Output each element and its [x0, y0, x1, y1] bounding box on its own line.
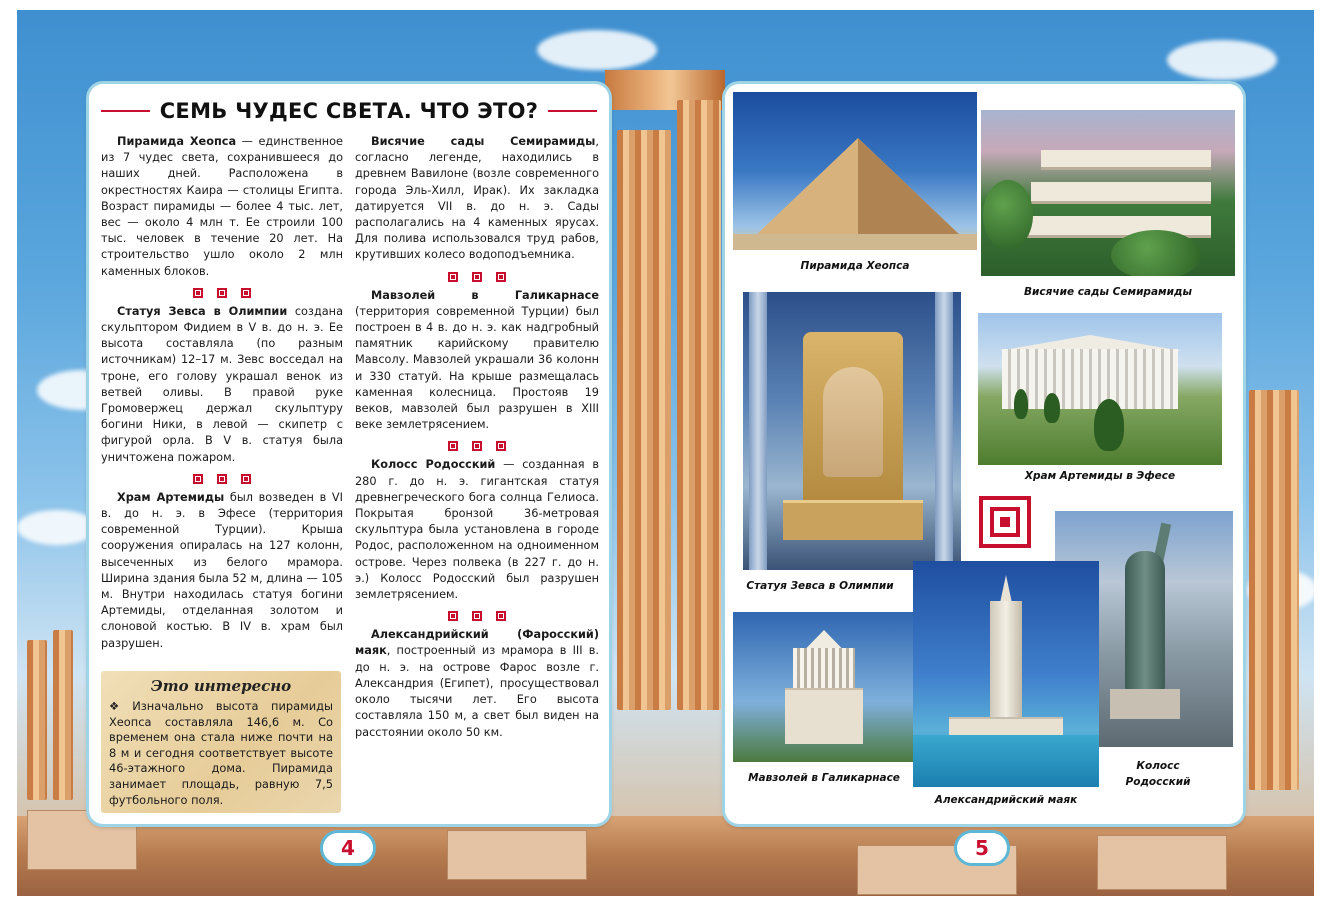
caption-pyramid: Пирамида Хеопса [800, 260, 910, 272]
diamond-bullet-icon: ❖ [109, 699, 129, 713]
text-artemis: был возведен в VI в. до н. э. в Эфесе (территория современной Турции). Крыша сооружения опиралась на 127 колонн, высеченных из белого мрамора. Ширина здания была 52 м, длина — 105 м. Внутри находилась статуя богини Артемиды, отделанная золотом и слоновой костью. В IV в. храм был разрушен. [101, 490, 343, 650]
heading-gardens: Висячие сады Семирамиды [371, 135, 596, 148]
paragraph-gardens [355, 134, 599, 264]
title-row [101, 96, 597, 126]
paragraph-lighthouse [355, 627, 599, 740]
temple-column [27, 640, 47, 800]
zeus-statue-image [743, 292, 961, 570]
paragraph-colossus [355, 457, 599, 603]
temple-column [617, 130, 671, 710]
paragraph-mausoleum [355, 288, 599, 434]
pyramid-image [733, 92, 977, 250]
page-title: СЕМЬ ЧУДЕС СВЕТА. ЧТО ЭТО? [159, 99, 539, 123]
temple-column [1249, 390, 1299, 790]
caption-zeus: Статуя Зевса в Олимпии [746, 580, 894, 592]
title-rule-left [101, 110, 150, 112]
heading-pyramid: Пирамида Хеопса [117, 135, 237, 148]
cloud [1167, 40, 1277, 80]
artemis-temple-image [978, 313, 1222, 465]
heading-colossus: Колосс Родосский [371, 458, 496, 472]
page-number-right: 5 [954, 830, 1010, 866]
heading-mausoleum: Мавзолей в Галикарнасе [371, 288, 599, 302]
section-divider [355, 611, 599, 621]
page-number-left: 4 [320, 830, 376, 866]
text-colossus: — созданная в 280 г. до н. э. гигантская статуя древнегреческого бога солнца Гелиоса. Покрытая бронзой 36-метровая скульптура была установлена в городе Родос, расположенном на одноименном острове. Через полвека (в 227 г. до н. э.) Колосс Родосский был разрушен землетрясением. [355, 458, 599, 602]
cloud [537, 30, 657, 70]
text-mausoleum: (территория современной Турции) был построен в 4 в. до н. э. как надгробный памятник карийскому правителю Мавсолу. Мавзолей украшали 36 колонн и 330 статуй. На крыше размещалась каменная колесница. Простояв 19 веков, мавзолей был разрушен в XIII веке землетрясением. [355, 304, 599, 432]
caption-gardens: Висячие сады Семирамиды [1024, 286, 1192, 298]
text-pyramid: — единственное из 7 чудес света, сохранившееся до наших дней. Расположена в окрестностях Каира — столицы Египта. Возраст пирамиды — более 4 тыс. лет, вес — около 4 млн т. Ее строили 100 тыс. человек в течение 20 лет. На строительство ушло около 2 млн каменных блоков. [101, 135, 343, 278]
text-lighthouse: , построенный из мрамора в III в. до н. э. на острове Фарос возле г. Александрия (Египет), просуществовал около тысячи лет. Его высота составляла 150 м, а свет был виден на расстоянии около 50 км. [355, 644, 599, 739]
ruin-block [447, 830, 587, 880]
caption-colossus: Колосс Родосский [1125, 760, 1191, 788]
caption-mausoleum: Мавзолей в Галикарнасе [748, 772, 900, 784]
heading-artemis: Храм Артемиды [117, 490, 225, 504]
section-divider [355, 441, 599, 451]
heading-zeus: Статуя Зевса в Олимпии [117, 304, 288, 318]
paragraph-pyramid [101, 134, 343, 280]
lighthouse-image [913, 561, 1099, 787]
caption-lighthouse: Александрийский маяк [934, 794, 1078, 806]
fun-fact-title: Это интересно [150, 677, 292, 695]
section-divider [101, 474, 343, 484]
fun-fact-text [109, 699, 333, 808]
right-page [725, 84, 1243, 824]
fun-fact-body: Изначально высота пирамиды Хеопса составляла 146,6 м. Со временем она стала ниже почти на 8 м и сегодня соответствует высоте 46-этажного дома. Пирамида занимает площадь, равную 7,5 футбольного поля. [109, 699, 333, 807]
decorative-square-icon [979, 496, 1031, 548]
ruin-block [1097, 835, 1227, 890]
text-column-right [355, 134, 599, 741]
gardens-image [981, 110, 1235, 276]
caption-artemis: Храм Артемиды в Эфесе [1024, 470, 1176, 482]
cloud [17, 510, 97, 545]
heading-lighthouse: Александрийский (Фаросский) маяк [355, 628, 599, 658]
title-rule-right [548, 110, 597, 112]
text-gardens: , согласно легенде, находились в древнем Вавилоне (возле современного города Эль-Хилл, Ирак). Их закладка датируется VII в. до н. э. Сады располагались на 4 каменных ярусах. Для полива использовался труд рабов, крутивших колесо водоподъемника. [355, 135, 599, 262]
temple-column [677, 100, 721, 710]
paragraph-artemis [101, 490, 343, 652]
text-column-left [101, 134, 343, 652]
left-page [89, 84, 609, 824]
mausoleum-image [733, 612, 915, 762]
paragraph-zeus [101, 304, 343, 466]
section-divider [101, 288, 343, 298]
section-divider [355, 272, 599, 282]
temple-column [53, 630, 73, 800]
fun-fact-box [101, 671, 341, 813]
text-zeus: создана скульптором Фидием в V в. до н. э. Ее высота составляла (по разным источникам) 12–17 м. Зевс восседал на троне, его голову украшал венок из ветвей оливы. В правой руке Громовержец держал скульптуру богини Ники, в левой — скипетр с фигурой орла. В V в. статуя была уничтожена пожаром. [101, 304, 343, 464]
